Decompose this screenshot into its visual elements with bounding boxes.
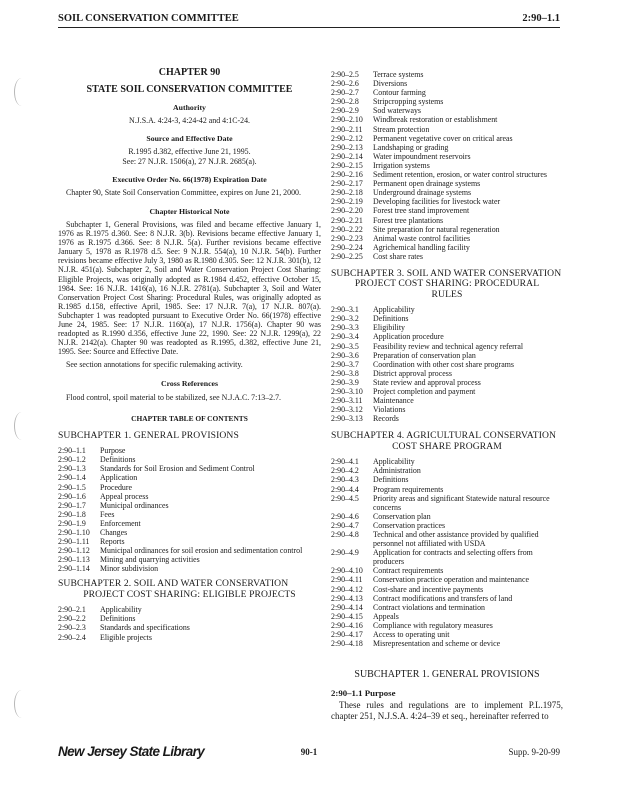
toc-section-number: 2:90–1.12 bbox=[58, 546, 90, 556]
toc-section-number: 2:90–1.11 bbox=[58, 537, 90, 547]
toc-section-title: Site preparation for natural regeneration bbox=[373, 224, 500, 234]
toc-entry bbox=[58, 483, 321, 492]
toc-section-number: 2:90–2.12 bbox=[331, 133, 363, 143]
toc-section-title: Applicability bbox=[100, 605, 142, 615]
toc-section-title: Agrichemical handling facility bbox=[373, 242, 470, 252]
toc-entry bbox=[58, 537, 321, 546]
right-column bbox=[331, 70, 563, 721]
toc-entry bbox=[331, 630, 563, 639]
source-line: R.1995 d.382, effective June 21, 1995. bbox=[128, 147, 251, 157]
toc-section-number: 2:90–3.2 bbox=[331, 314, 359, 324]
toc-entry bbox=[331, 405, 563, 414]
toc-section-title: State review and approval process bbox=[373, 377, 481, 387]
toc-entry bbox=[331, 97, 563, 106]
toc-entry bbox=[331, 225, 563, 234]
chapter-number: CHAPTER 90 bbox=[158, 67, 221, 78]
toc-section-title: Priority areas and significant Statewide natural resource concerns bbox=[373, 493, 550, 512]
subchapter-1-body-heading: SUBCHAPTER 1. GENERAL PROVISIONS bbox=[354, 669, 540, 681]
toc-section-number: 2:90–3.9 bbox=[331, 377, 359, 387]
toc-section-title: Application procedure bbox=[373, 332, 444, 342]
toc-section-number: 2:90–2.6 bbox=[331, 79, 359, 89]
toc-section-number: 2:90–2.1 bbox=[58, 605, 86, 615]
toc-section-title: Records bbox=[373, 414, 399, 424]
toc-section-title: Windbreak restoration or establishment bbox=[373, 115, 498, 125]
toc-entry bbox=[331, 521, 563, 530]
toc-section-title: Enforcement bbox=[100, 518, 141, 528]
toc-section-number: 2:90–1.2 bbox=[58, 455, 86, 465]
subchapter-4-heading bbox=[331, 431, 563, 452]
toc-entry bbox=[331, 234, 563, 243]
toc-section-title: Conservation plan bbox=[373, 511, 431, 521]
toc-entry bbox=[58, 473, 321, 482]
toc-section-title: Landshaping or grading bbox=[373, 142, 449, 152]
toc-section-title: Stream protection bbox=[373, 124, 430, 134]
source-heading: Source and Effective Date bbox=[146, 134, 233, 144]
toc-entry bbox=[331, 206, 563, 215]
toc-entry bbox=[331, 360, 563, 369]
subchapter-3-heading-line: SUBCHAPTER 3. SOIL AND WATER CONSERVATION bbox=[331, 267, 562, 279]
cross-references-text: Flood control, spoil material to be stabilized, see N.J.A.C. 7:13–2.7. bbox=[66, 392, 281, 402]
subchapter-3-toc bbox=[331, 305, 563, 423]
toc-section-title: Municipal ordinances bbox=[100, 500, 169, 510]
toc-section-number: 2:90–3.4 bbox=[331, 332, 359, 342]
toc-entry bbox=[58, 528, 321, 537]
toc-entry bbox=[58, 464, 321, 473]
see-annotations-text: See section annotations for specific rulemaking activity. bbox=[66, 360, 243, 370]
toc-section-number: 2:90–4.1 bbox=[331, 457, 359, 467]
toc-entry bbox=[331, 466, 563, 475]
toc-entry bbox=[331, 603, 563, 612]
cross-references-heading: Cross References bbox=[160, 379, 219, 389]
toc-entry bbox=[331, 548, 563, 566]
supplement-date: Supp. 9-20-99 bbox=[508, 747, 560, 757]
toc-section-title: Appeal process bbox=[100, 491, 149, 501]
toc-section-title: Purpose bbox=[100, 446, 126, 456]
toc-section-number: 2:90–3.3 bbox=[331, 323, 359, 333]
toc-section-number: 2:90–2.3 bbox=[58, 623, 86, 633]
executive-order-text: Chapter 90, State Soil Conservation Committee, expires on June 21, 2000. bbox=[66, 187, 301, 197]
toc-section-title: Procedure bbox=[100, 482, 132, 492]
toc-entry bbox=[331, 387, 563, 396]
toc-section-number: 2:90–2.2 bbox=[58, 614, 86, 624]
toc-section-title: Definitions bbox=[100, 614, 136, 624]
toc-section-title: Application for contracts and selecting offers from producers bbox=[373, 548, 533, 567]
toc-entry bbox=[331, 594, 563, 603]
toc-entry bbox=[331, 305, 563, 314]
toc-section-number: 2:90–3.12 bbox=[331, 405, 363, 415]
toc-section-number: 2:90–1.3 bbox=[58, 464, 86, 474]
toc-section-number: 2:90–3.5 bbox=[331, 341, 359, 351]
toc-entry bbox=[331, 79, 563, 88]
toc-entry bbox=[331, 188, 563, 197]
toc-section-number: 2:90–2.24 bbox=[331, 242, 363, 252]
toc-section-title: Program requirements bbox=[373, 484, 444, 494]
toc-entry bbox=[331, 252, 563, 261]
chapter-title: STATE SOIL CONSERVATION COMMITTEE bbox=[86, 84, 293, 96]
toc-section-title: Coordination with other cost share programs bbox=[373, 359, 514, 369]
toc-entry bbox=[331, 369, 563, 378]
subchapter-4-heading-line: COST SHARE PROGRAM bbox=[392, 440, 502, 452]
toc-entry bbox=[58, 555, 321, 564]
subchapter-2-heading-line: SUBCHAPTER 2. SOIL AND WATER CONSERVATION bbox=[58, 578, 289, 590]
toc-section-number: 2:90–1.5 bbox=[58, 482, 86, 492]
historical-note-heading: Chapter Historical Note bbox=[149, 206, 230, 216]
toc-section-number: 2:90–4.11 bbox=[331, 575, 363, 585]
toc-section-number: 2:90–1.8 bbox=[58, 509, 86, 519]
toc-entry bbox=[331, 621, 563, 630]
toc-section-title: Conservation practices bbox=[373, 520, 446, 530]
toc-section-title: Forest tree stand improvement bbox=[373, 206, 470, 216]
toc-section-number: 2:90–1.7 bbox=[58, 500, 86, 510]
punch-hole-mark bbox=[14, 412, 29, 440]
toc-entry bbox=[331, 243, 563, 252]
toc-section-number: 2:90–3.10 bbox=[331, 387, 363, 397]
toc-section-number: 2:90–2.18 bbox=[331, 188, 363, 198]
toc-section-title: Contour farming bbox=[373, 88, 426, 98]
toc-section-number: 2:90–1.10 bbox=[58, 527, 90, 537]
running-header bbox=[58, 13, 560, 28]
toc-section-number: 2:90–2.14 bbox=[331, 151, 363, 161]
toc-section-title: Fees bbox=[100, 509, 115, 519]
toc-entry bbox=[331, 585, 563, 594]
toc-section-title: Administration bbox=[373, 466, 421, 476]
toc-section-title: Technical and other assistance provided by qualified personnel not affiliated with USDA bbox=[373, 529, 539, 549]
toc-section-number: 2:90–2.25 bbox=[331, 251, 363, 261]
toc-entry bbox=[58, 455, 321, 464]
toc-entry bbox=[331, 575, 563, 584]
toc-entry bbox=[58, 492, 321, 501]
toc-section-number: 2:90–4.10 bbox=[331, 566, 363, 576]
subchapter-4-toc bbox=[331, 457, 563, 648]
toc-section-number: 2:90–4.15 bbox=[331, 611, 363, 621]
subchapter-3-heading-line: PROJECT COST SHARING: PROCEDURAL bbox=[354, 278, 540, 290]
toc-section-number: 2:90–3.11 bbox=[331, 396, 363, 406]
toc-section-number: 2:90–3.8 bbox=[331, 368, 359, 378]
library-logo: New Jersey State Library bbox=[58, 744, 205, 759]
toc-section-number: 2:90–4.7 bbox=[331, 520, 359, 530]
toc-section-number: 2:90–3.6 bbox=[331, 350, 359, 360]
toc-section-title: Definitions bbox=[373, 475, 409, 485]
toc-section-number: 2:90–4.14 bbox=[331, 602, 363, 612]
toc-entry bbox=[331, 457, 563, 466]
toc-section-number: 2:90–2.13 bbox=[331, 142, 363, 152]
toc-section-title: Diversions bbox=[373, 79, 408, 89]
toc-section-title: Violations bbox=[373, 405, 406, 415]
toc-entry bbox=[331, 530, 563, 548]
toc-section-title: Standards and specifications bbox=[100, 623, 190, 633]
toc-section-number: 2:90–4.18 bbox=[331, 639, 363, 649]
toc-section-title: Forest tree plantations bbox=[373, 215, 444, 225]
toc-section-number: 2:90–2.15 bbox=[331, 160, 363, 170]
toc-entry bbox=[331, 332, 563, 341]
toc-entry bbox=[58, 633, 321, 642]
toc-entry bbox=[331, 396, 563, 405]
subchapter-2-heading-line: PROJECT COST SHARING: ELIGIBLE PROJECTS bbox=[83, 588, 296, 600]
subchapter-2-toc-continued bbox=[331, 70, 563, 261]
toc-section-number: 2:90–4.4 bbox=[331, 484, 359, 494]
toc-section-number: 2:90–4.3 bbox=[331, 475, 359, 485]
toc-section-number: 2:90–1.13 bbox=[58, 555, 90, 565]
toc-entry bbox=[331, 351, 563, 360]
toc-section-title: Application bbox=[100, 473, 138, 483]
toc-section-number: 2:90–2.22 bbox=[331, 224, 363, 234]
header-title: SOIL CONSERVATION COMMITTEE bbox=[58, 13, 239, 24]
toc-section-number: 2:90–2.10 bbox=[331, 115, 363, 125]
subchapter-3-heading-line: RULES bbox=[431, 288, 463, 300]
toc-section-title: Cost share rates bbox=[373, 251, 423, 261]
page-number: 90-1 bbox=[300, 747, 318, 757]
authority-heading: Authority bbox=[173, 103, 206, 113]
toc-section-title: Applicability bbox=[373, 457, 415, 467]
toc-section-title: Sod waterways bbox=[373, 106, 421, 116]
toc-section-number: 2:90–1.1 bbox=[58, 446, 86, 456]
historical-note-text: Subchapter 1, General Provisions, was filed and became effective January 1, 1976 as R.1975 d.360. See: 8 N.J.R. 3(b). Revisions became effective January 1, 1976 as R.1975 d.366. See: 8 N.J.R. 5(a). Further revisions became effective January 5, 1978 as R.1978 d.5. See: 9 N.J.R. 554(a), 10 N.J.R. 54(b). Further revisions became effective July 3, 1980 as R.1980 d.305. See: 12 N.J.R. 301(b), 12 N.J.R. 451(a). Subchapter 2, Soil and Water Conservation Project Cost Sharing: Eligible Projects, was originally adopted as R.1984 d.452, effective October 15, 1984. See: 16 N.J.R. 1416(a), 16 N.J.R. 2781(a). Subchapter 3, Soil and Water Conservation Project Cost Sharing: Procedural Rules, was originally adopted as R.1985 d.158, effective April, 1985. See: 17 N.J.R. 7(a), 17 N.J.R. 807(a). Subchapter 1 was readopted pursuant to Executive Order No. 66(1978) effective June 24, 1985. See: 17 N.J.R. 1160(a), 17 N.J.R. 1756(a). Chapter 90 was readopted as R.1990 d.356, effective June 22, 1990. See: 22 N.J.R. 1299(a), 22 N.J.R. 2142(a). Chapter 90 was readopted as R.1995, d.382, effective June 21, 1995. See: Source and Effective Date. bbox=[58, 219, 321, 357]
toc-entry bbox=[58, 605, 321, 614]
toc-section-number: 2:90–2.20 bbox=[331, 206, 363, 216]
toc-section-title: Changes bbox=[100, 527, 128, 537]
toc-section-number: 2:90–4.13 bbox=[331, 593, 363, 603]
toc-section-title: Water impoundment reservoirs bbox=[373, 151, 471, 161]
toc-section-number: 2:90–4.9 bbox=[331, 548, 359, 558]
toc-section-number: 2:90–2.8 bbox=[331, 97, 359, 107]
toc-section-title: Misrepresentation and scheme or device bbox=[373, 639, 501, 649]
toc-section-number: 2:90–2.21 bbox=[331, 215, 363, 225]
toc-section-title: Mining and quarrying activities bbox=[100, 555, 200, 565]
toc-entry bbox=[58, 501, 321, 510]
toc-entry bbox=[331, 414, 563, 423]
subchapter-4-heading-line: SUBCHAPTER 4. AGRICULTURAL CONSERVATION bbox=[331, 430, 557, 442]
subchapter-2-toc bbox=[58, 605, 321, 641]
toc-section-number: 2:90–4.5 bbox=[331, 493, 359, 503]
toc-section-title: Irrigation systems bbox=[373, 160, 430, 170]
toc-section-number: 2:90–1.6 bbox=[58, 491, 86, 501]
toc-section-title: Appeals bbox=[373, 611, 399, 621]
toc-entry bbox=[331, 566, 563, 575]
toc-entry bbox=[331, 342, 563, 351]
toc-section-number: 2:90–1.4 bbox=[58, 473, 86, 483]
toc-section-number: 2:90–3.13 bbox=[331, 414, 363, 424]
toc-section-title: Maintenance bbox=[373, 396, 414, 406]
authority-text: N.J.S.A. 4:24-3, 4:24-42 and 4:1C-24. bbox=[129, 116, 250, 126]
toc-section-title: Developing facilities for livestock water bbox=[373, 197, 501, 207]
toc-entry bbox=[331, 152, 563, 161]
toc-entry bbox=[331, 88, 563, 97]
source-text bbox=[58, 147, 321, 165]
toc-entry bbox=[58, 614, 321, 623]
table-of-contents-heading: CHAPTER TABLE OF CONTENTS bbox=[131, 413, 248, 423]
toc-section-number: 2:90–3.7 bbox=[331, 359, 359, 369]
toc-entry bbox=[331, 485, 563, 494]
toc-section-title: Contract violations and termination bbox=[373, 602, 485, 612]
toc-entry bbox=[58, 510, 321, 519]
toc-section-title: Reports bbox=[100, 537, 125, 547]
toc-section-title: Definitions bbox=[373, 314, 409, 324]
toc-entry bbox=[58, 564, 321, 573]
punch-hole-mark bbox=[14, 78, 29, 106]
toc-section-title: Terrace systems bbox=[373, 70, 424, 79]
toc-section-title: Permanent vegetative cover on critical areas bbox=[373, 133, 513, 143]
toc-section-title: Access to operating unit bbox=[373, 630, 450, 639]
toc-section-title: Preparation of conservation plan bbox=[373, 350, 476, 360]
page-footer bbox=[58, 746, 560, 762]
toc-section-number: 2:90–2.5 bbox=[331, 70, 359, 79]
toc-section-number: 2:90–4.6 bbox=[331, 511, 359, 521]
toc-section-number: 2:90–2.4 bbox=[58, 632, 86, 642]
toc-entry bbox=[331, 161, 563, 170]
toc-entry bbox=[331, 314, 563, 323]
toc-section-number: 2:90–3.1 bbox=[331, 305, 359, 315]
toc-entry bbox=[331, 639, 563, 648]
executive-order-heading: Executive Order No. 66(1978) Expiration Date bbox=[112, 174, 267, 184]
toc-entry bbox=[331, 170, 563, 179]
toc-entry bbox=[331, 197, 563, 206]
toc-section-title: Standards for Soil Erosion and Sediment Control bbox=[100, 464, 255, 474]
toc-entry bbox=[58, 519, 321, 528]
toc-section-number: 2:90–4.16 bbox=[331, 620, 363, 630]
toc-entry bbox=[331, 179, 563, 188]
toc-section-number: 2:90–4.8 bbox=[331, 529, 359, 539]
toc-entry bbox=[331, 115, 563, 124]
toc-section-number: 2:90–1.14 bbox=[58, 564, 90, 574]
toc-section-number: 2:90–2.17 bbox=[331, 179, 363, 189]
toc-entry bbox=[331, 106, 563, 115]
toc-section-title: Conservation practice operation and maintenance bbox=[373, 575, 529, 585]
left-column bbox=[58, 68, 321, 648]
toc-entry bbox=[331, 512, 563, 521]
subchapter-2-heading bbox=[58, 579, 321, 600]
toc-section-title: Definitions bbox=[100, 455, 136, 465]
toc-section-title: Project completion and payment bbox=[373, 387, 476, 397]
toc-entry bbox=[331, 125, 563, 134]
toc-section-number: 2:90–2.11 bbox=[331, 124, 363, 134]
toc-section-title: Minor subdivision bbox=[100, 564, 159, 574]
toc-section-title: Sediment retention, erosion, or water control structures bbox=[373, 170, 547, 180]
toc-entry bbox=[331, 216, 563, 225]
toc-entry bbox=[331, 378, 563, 387]
toc-section-number: 2:90–2.9 bbox=[331, 106, 359, 116]
section-text: These rules and regulations are to implement P.L.1975, chapter 251, N.J.S.A. 4:24–39 et seq., hereinafter referred to bbox=[331, 700, 563, 721]
toc-entry bbox=[58, 623, 321, 632]
subchapter-1-heading: SUBCHAPTER 1. GENERAL PROVISIONS bbox=[58, 429, 239, 441]
toc-entry bbox=[331, 475, 563, 484]
header-section-number: 2:90–1.1 bbox=[522, 13, 560, 24]
punch-hole-mark bbox=[14, 690, 29, 718]
toc-section-number: 2:90–4.2 bbox=[331, 466, 359, 476]
toc-entry bbox=[331, 134, 563, 143]
toc-entry bbox=[331, 70, 563, 79]
toc-section-number: 2:90–2.19 bbox=[331, 197, 363, 207]
toc-section-number: 2:90–2.7 bbox=[331, 88, 359, 98]
toc-section-title: Applicability bbox=[373, 305, 415, 315]
toc-section-title: Feasibility review and technical agency referral bbox=[373, 341, 524, 351]
toc-section-number: 2:90–4.17 bbox=[331, 630, 363, 639]
source-line: See: 27 N.J.R. 1506(a), 27 N.J.R. 2685(a). bbox=[122, 156, 257, 166]
subchapter-3-heading bbox=[331, 269, 563, 300]
toc-section-number: 2:90–4.12 bbox=[331, 584, 363, 594]
toc-section-title: Contract requirements bbox=[373, 566, 444, 576]
toc-section-title: Municipal ordinances for soil erosion and sedimentation control bbox=[100, 546, 303, 556]
toc-section-title: Cost-share and incentive payments bbox=[373, 584, 484, 594]
toc-section-title: District approval process bbox=[373, 368, 452, 378]
toc-section-number: 2:90–2.16 bbox=[331, 170, 363, 180]
toc-entry bbox=[331, 143, 563, 152]
toc-entry bbox=[58, 446, 321, 455]
toc-entry bbox=[58, 546, 321, 555]
toc-entry bbox=[331, 323, 563, 332]
toc-section-title: Stripcropping systems bbox=[373, 97, 444, 107]
toc-entry bbox=[331, 494, 563, 512]
toc-section-title: Permanent open drainage systems bbox=[373, 179, 481, 189]
toc-section-title: Eligible projects bbox=[100, 632, 152, 642]
toc-section-title: Contract modifications and transfers of land bbox=[373, 593, 513, 603]
toc-section-title: Compliance with regulatory measures bbox=[373, 620, 493, 630]
toc-section-title: Eligibility bbox=[373, 323, 406, 333]
subchapter-1-toc bbox=[58, 446, 321, 573]
toc-section-number: 2:90–1.9 bbox=[58, 518, 86, 528]
toc-entry bbox=[331, 612, 563, 621]
section-title: 2:90–1.1 Purpose bbox=[331, 688, 396, 699]
toc-section-title: Animal waste control facilities bbox=[373, 233, 471, 243]
toc-section-number: 2:90–2.23 bbox=[331, 233, 363, 243]
toc-section-title: Underground drainage systems bbox=[373, 188, 472, 198]
